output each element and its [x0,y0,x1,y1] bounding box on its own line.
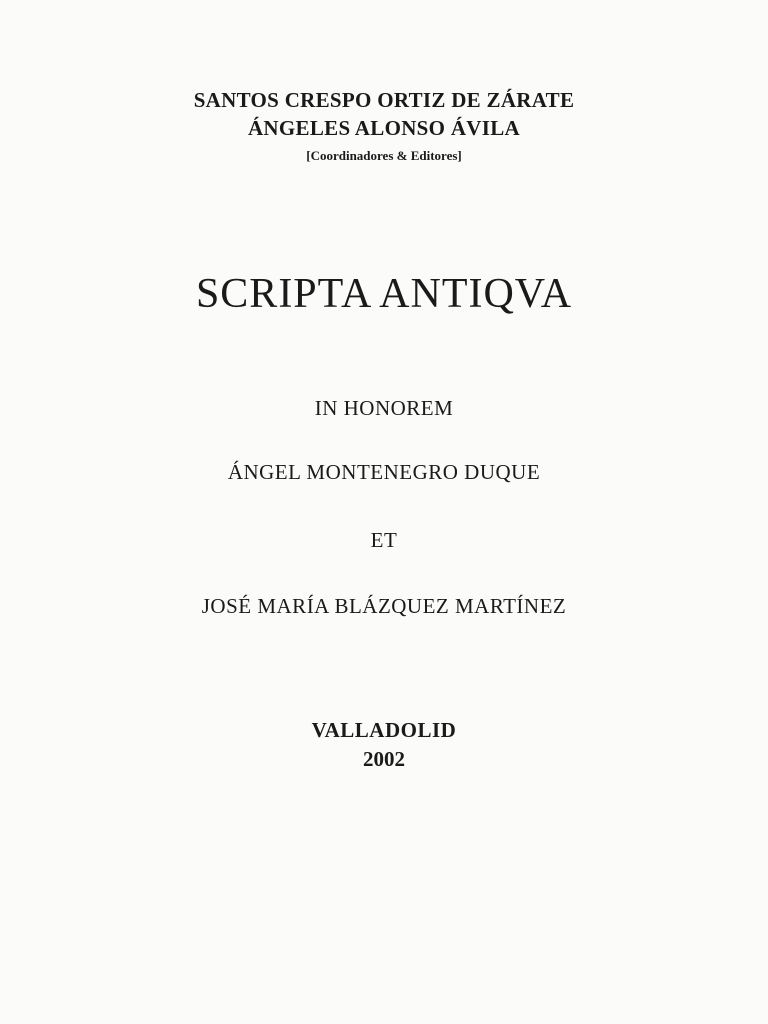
author-name-2: ÁNGELES ALONSO ÁVILA [247,116,521,140]
book-title: SCRIPTA ANTIQVA [195,271,573,317]
author-name-1: SANTOS CRESPO ORTIZ DE ZÁRATE [193,88,575,112]
publication-year: 2002 [363,747,405,771]
honoree-name-1: ÁNGEL MONTENEGRO DUQUE [227,460,541,484]
dedication-conjunction: ET [370,528,398,552]
dedication-line-1: IN HONOREM [314,396,454,420]
honoree-name-2: JOSÉ MARÍA BLÁZQUEZ MARTÍNEZ [201,594,567,618]
editor-role: [Coordinadores & Editores] [306,148,462,163]
publication-place: VALLADOLID [311,718,457,742]
